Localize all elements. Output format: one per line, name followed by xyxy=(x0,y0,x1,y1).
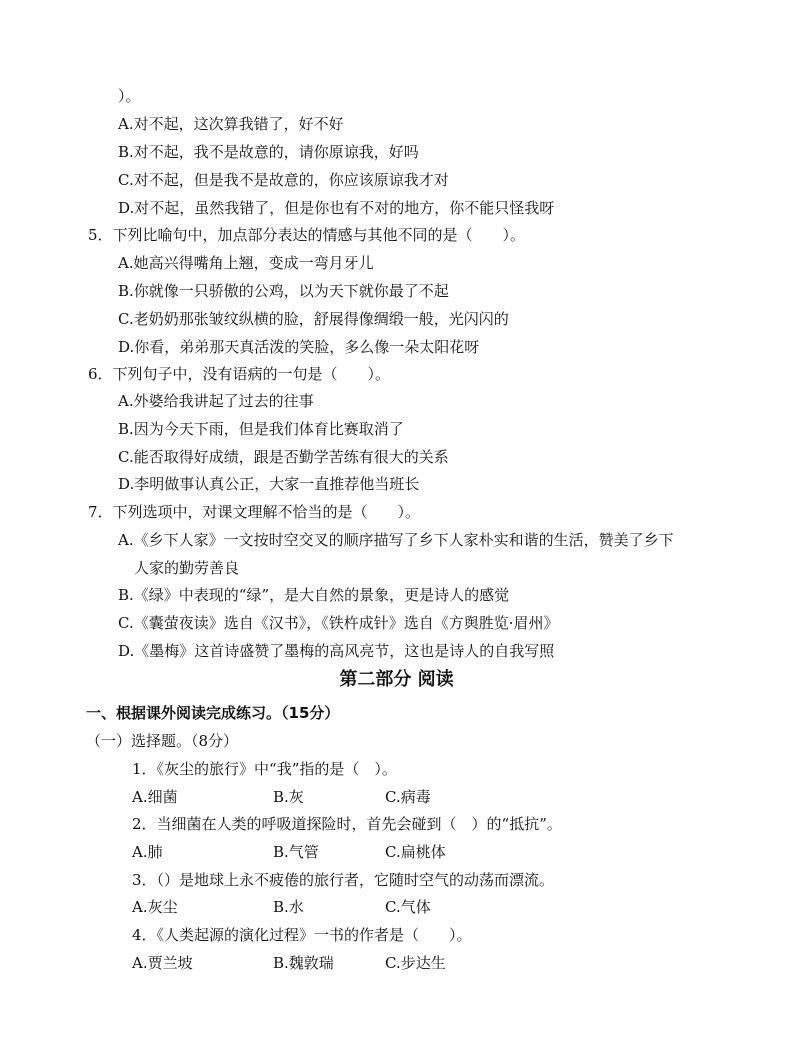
reading-q1-option-c: C.病毒 xyxy=(385,788,431,806)
q5-option-c: C.老奶奶那张皱纹纵横的脸，舒展得像绸缎一般，光闪闪的 xyxy=(118,310,509,328)
q6-option-d: D.李明做事认真公正，大家一直推荐他当班长 xyxy=(118,475,420,493)
q6-option-b: B.因为今天下雨，但是我们体育比赛取消了 xyxy=(118,420,404,438)
reading-q2-option-b: B.气管 xyxy=(273,843,319,861)
q5-option-a: A.她高兴得嘴角上翘，变成一弯月牙儿 xyxy=(118,254,374,272)
part2-title: 第二部分 阅读 xyxy=(339,669,454,690)
q4-option-b: B.对不起，我不是故意的，请你原谅我，好吗 xyxy=(118,143,419,161)
reading-q3-stem: 3．（）是地球上永不疲倦的旅行者，它随时空气的动荡而漂流。 xyxy=(132,871,555,889)
q5-option-b: B.你就像一只骄傲的公鸡，以为天下就你最了不起 xyxy=(118,282,449,300)
q4-option-d: D.对不起，虽然我错了，但是你也有不对的地方，你不能只怪我呀 xyxy=(118,199,555,217)
q6-stem: 6．下列句子中，没有语病的一句是（ ）。 xyxy=(88,365,391,383)
reading-q1-option-b: B.灰 xyxy=(273,788,304,806)
reading-q4-stem: 4．《人类起源的演化过程》一书的作者是（ ）。 xyxy=(132,926,472,944)
reading-q2-options xyxy=(132,842,732,862)
q7-option-c: C.《囊萤夜读》选自《汉书》，《铁杵成针》选自《方舆胜览·眉州》 xyxy=(118,614,559,632)
section1-title: 一、根据课外阅读完成练习。（15分） xyxy=(86,704,340,722)
reading-q3-option-a: A.灰尘 xyxy=(132,898,178,916)
reading-q4-options xyxy=(132,953,732,973)
reading-q2-stem: 2．当细菌在人类的呼吸道探险时，首先会碰到（ ）的“抵抗”。 xyxy=(132,815,562,833)
reading-q3-option-b: B.水 xyxy=(273,898,304,916)
q5-stem: 5．下列比喻句中，加点部分表达的情感与其他不同的是（ ）。 xyxy=(88,226,526,244)
reading-q2-option-c: C.扁桃体 xyxy=(385,843,446,861)
reading-q3-option-c: C.气体 xyxy=(385,898,431,916)
q6-option-a: A.外婆给我讲起了过去的往事 xyxy=(118,392,314,410)
q7-option-d: D.《墨梅》这首诗盛赞了墨梅的高风亮节，这也是诗人的自我写照 xyxy=(118,642,555,660)
reading-q1-options xyxy=(132,787,732,807)
q4-tail: ）。 xyxy=(118,87,141,105)
reading-q1-stem: 1．《灰尘的旅行》中“我”指的是（ ）。 xyxy=(132,760,397,778)
q5-option-d: D.你看，弟弟那天真活泼的笑脸，多么像一朵太阳花呀 xyxy=(118,338,480,356)
sub1-title: （一）选择题。（8分） xyxy=(86,732,239,750)
reading-q3-options xyxy=(132,897,732,917)
reading-q1-option-a: A.细菌 xyxy=(132,788,178,806)
reading-q4-option-b: B.魏敦瑞 xyxy=(273,954,334,972)
q7-option-b: B.《绿》中表现的“绿”，是大自然的景象，更是诗人的感觉 xyxy=(118,586,510,604)
q4-option-c: C.对不起，但是我不是故意的，你应该原谅我才对 xyxy=(118,171,449,189)
q6-option-c: C.能否取得好成绩，跟是否勤学苦练有很大的关系 xyxy=(118,448,449,466)
q7-stem: 7．下列选项中，对课文理解不恰当的是（ ）。 xyxy=(88,503,421,521)
q7-option-a: A.《乡下人家》一文按时空交叉的顺序描写了乡下人家朴实和谐的生活，赞美了乡下 xyxy=(118,531,674,549)
reading-q4-option-c: C.步达生 xyxy=(385,954,446,972)
q7-option-a-continued: 人家的勤劳善良 xyxy=(134,559,240,577)
reading-q2-option-a: A.肺 xyxy=(132,843,163,861)
q4-option-a: A.对不起，这次算我错了，好不好 xyxy=(118,115,344,133)
reading-q4-option-a: A.贾兰坡 xyxy=(132,954,193,972)
